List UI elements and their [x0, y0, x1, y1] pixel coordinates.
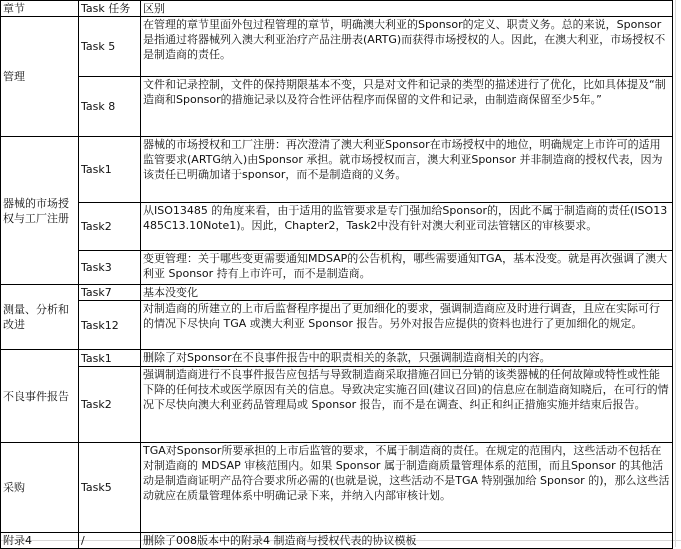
section-cell[interactable]: 附录4 [1, 533, 79, 549]
section-cell[interactable]: 管理 [1, 17, 79, 137]
task-cell[interactable]: Task 5 [79, 17, 141, 77]
task-cell[interactable]: Task2 [79, 203, 141, 251]
diff-cell[interactable]: 从ISO13485 的角度来看，由于适用的监管要求是专门强加给Sponsor的，因此不属于制造商的责任(ISO13485C13.10Note1)。因此，Chapter2，Task2中没有针对澳大利亚司法管辖区的审核要求。 [141, 203, 673, 251]
task-cell[interactable]: Task3 [79, 251, 141, 285]
task-cell[interactable]: Task2 [79, 367, 141, 443]
task-cell[interactable]: / [79, 533, 141, 549]
diff-cell[interactable]: 删除了对Sponsor在不良事件报告中的职责相关的条款，只强调制造商相关的内容。 [141, 350, 673, 367]
grid-line [675, 0, 676, 547]
diff-cell[interactable]: 文件和记录控制，文件的保持期限基本不变，只是对文件和记录的类型的描述进行了优化，比如具体提及“制造商和Sponsor的措施记录以及符合性评估程序而保留的文件和记录，由制造商保留至少5年。” [141, 77, 673, 137]
diff-cell[interactable]: 基本没变化 [141, 285, 673, 301]
header-cell-diff[interactable]: 区别 [141, 1, 673, 17]
table-row [1, 77, 673, 137]
table-header-row [1, 1, 673, 17]
section-cell[interactable]: 采购 [1, 443, 79, 533]
diff-cell[interactable]: 删除了008版本中的附录4 制造商与授权代表的协议模板 [141, 533, 673, 549]
diff-cell[interactable]: 变更管理：关于哪些变更需要通知MDSAP的公告机构，哪些需要通知TGA，基本没变。就是再次强调了澳大利亚 Sponsor 持有上市许可，而不是制造商。 [141, 251, 673, 285]
table-row [1, 203, 673, 251]
task-cell[interactable]: Task 8 [79, 77, 141, 137]
section-cell[interactable]: 器械的市场授权与工厂注册 [1, 137, 79, 285]
table-row [1, 285, 673, 301]
table-row [1, 350, 673, 367]
table-row [1, 533, 673, 549]
diff-cell[interactable]: 强调制造商进行不良事件报告应包括与导致制造商采取措施召回已分销的该类器械的任何故障或特性或性能下降的任何技术或医学原因有关的信息。导致决定实施召回(建议召回)的信息应在制造商知晓后，在可行的情况下尽快向澳大利亚药品管理局或 Sponsor 报告，而不是在调查、纠正和纠正措施实施并结束后报告。 [141, 367, 673, 443]
header-cell-task[interactable]: Task 任务 [79, 1, 141, 17]
section-cell[interactable]: 测量、分析和改进 [1, 285, 79, 350]
diff-cell[interactable]: 在管理的章节里面外包过程管理的章节，明确澳大利亚的Sponsor的定义、职责义务。总的来说，Sponsor 是指通过将器械列入澳大利亚治疗产品注册表(ARTG)而获得市场授权的人。因此，在澳大利亚，市场授权不是制造商的责任。 [141, 17, 673, 77]
diff-cell[interactable]: 对制造商的所建立的上市后监督程序提出了更加细化的要求，强调制造商应及时进行调查，且应在实际可行的情况下尽快向 TGA 或澳大利亚 Sponsor 报告。另外对报告应提供的资料也进行了更加细化的规定。 [141, 301, 673, 350]
table-row [1, 17, 673, 77]
task-cell[interactable]: Task5 [79, 443, 141, 533]
table-row [1, 251, 673, 285]
table-row [1, 367, 673, 443]
table-row [1, 301, 673, 350]
table-row [1, 443, 673, 533]
diff-cell[interactable]: TGA对Sponsor所要承担的上市后监管的要求，不属于制造商的责任。在规定的范围内，这些活动不包括在对制造商的 MDSAP 审核范围内。如果 Sponsor 属于制造商质量管理体系的范围，而且Sponsor 的其他活动是制造商证明产品符合要求所必需的(也就是说，这些活动不是TGA 特别强加给 Sponsor 的)，那么这些活动就应在质量管理体系中明确记录下来，并纳入内部审核计划。 [141, 443, 673, 533]
task-cell[interactable]: Task12 [79, 301, 141, 350]
task-cell[interactable]: Task1 [79, 137, 141, 203]
table-row [1, 137, 673, 203]
task-cell[interactable]: Task7 [79, 285, 141, 301]
diff-cell[interactable]: 器械的市场授权和工厂注册：再次澄清了澳大利亚Sponsor在市场授权中的地位，明确规定上市许可的适用监管要求(ARTG纳入)由Sponsor 承担。就市场授权而言，澳大利亚Sponsor 并非制造商的授权代表，因为该责任已明确加诸于sponsor，而不是制造商的义务。 [141, 137, 673, 203]
section-cell[interactable]: 不良事件报告 [1, 350, 79, 443]
task-cell[interactable]: Task1 [79, 350, 141, 367]
header-cell-section[interactable]: 章节 [1, 1, 79, 17]
